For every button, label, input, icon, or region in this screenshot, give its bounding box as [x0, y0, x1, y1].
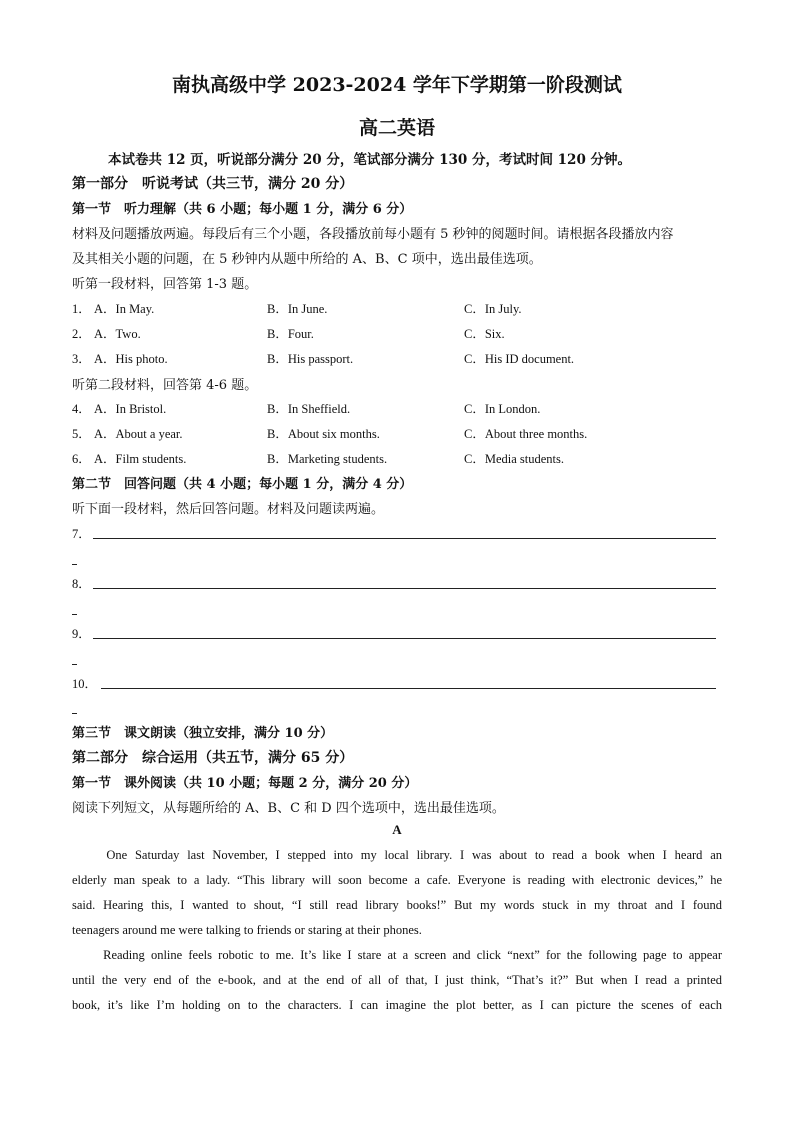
line-dash [72, 614, 77, 615]
line-dash [72, 664, 77, 665]
option-c: C．About three months. [464, 427, 588, 441]
option-b: B．In Sheffield. [267, 402, 351, 416]
option-a: A．In Bristol. [94, 402, 167, 416]
answer-line-9[interactable] [93, 638, 716, 639]
answer-line-10[interactable] [101, 688, 716, 689]
exam-title: 南执高级中学 2023-2024 学年下学期第一阶段测试 [172, 74, 622, 96]
option-b: B．Marketing students. [267, 452, 388, 466]
option-c: C．His ID document. [464, 352, 575, 366]
option-a: A．About a year. [94, 427, 183, 441]
passage-line: book, it’s like I’m holding on to the characters. I can imagine the plot better, as I can picture the scenes of each [72, 998, 722, 1012]
part2-sec1-instruction: 阅读下列短文，从每题所给的 A、B、C 和 D 四个选项中，选出最佳选项。 [72, 801, 505, 816]
option-a: A．In May. [94, 302, 155, 316]
option-a: A．Two. [94, 327, 141, 341]
option-c: C．In London. [464, 402, 541, 416]
exam-intro: 本试卷共 12 页，听说部分满分 20 分，笔试部分满分 130 分，考试时间 120 分钟。 [108, 152, 632, 168]
question-number: 2． [72, 327, 91, 341]
line-dash [72, 564, 77, 565]
part2-sec1-heading: 第一节 课外阅读（共 10 小题；每题 2 分，满分 20 分） [72, 776, 418, 791]
part1-sec1-instruction-1: 材料及问题播放两遍。每段后有三个小题，各段播放前每小题有 5 秒钟的阅题时间。请根据各段播放内容 [72, 227, 674, 242]
line-dash [72, 713, 77, 714]
answer-number: 9． [72, 627, 91, 641]
option-c: C．Media students. [464, 452, 564, 466]
answer-line-7[interactable] [93, 538, 716, 539]
option-c: C．In July. [464, 302, 522, 316]
passage-line: said. Hearing this, I wanted to shout, “I still read library books!” But my words stuck in my throat and I found [72, 898, 722, 912]
option-b: B．About six months. [267, 427, 380, 441]
part1-sec1-heading: 第一节 听力理解（共 6 小题；每小题 1 分，满分 6 分） [72, 202, 413, 217]
passage-line: One Saturday last November, I stepped into my local library. I was about to read a book when I heard an [72, 848, 722, 862]
passage-line: until the very end of the e-book, and at the end of all of that, I just think, “That’s it?” But when I read a printed [72, 973, 722, 987]
option-b: B．His passport. [267, 352, 354, 366]
part1-heading: 第一部分 听说考试（共三节，满分 20 分） [72, 176, 354, 192]
part1-sec2-heading: 第二节 回答问题（共 4 小题；每小题 1 分，满分 4 分） [72, 477, 413, 492]
answer-number: 7． [72, 527, 91, 541]
exam-subject: 高二英语 [358, 117, 435, 139]
option-b: B．In June. [267, 302, 328, 316]
question-number: 5． [72, 427, 91, 441]
question-number: 3． [72, 352, 91, 366]
question-number: 6． [72, 452, 91, 466]
passage-line: Reading online feels robotic to me. It’s like I stare at a screen and click “next” for the following page to appear [72, 948, 722, 962]
question-number: 1． [72, 302, 91, 316]
answer-number: 8． [72, 577, 91, 591]
passage-label: A [392, 822, 402, 837]
answer-number: 10． [72, 677, 98, 691]
passage-line: teenagers around me were talking to friends or staring at their phones. [72, 923, 422, 937]
part2-heading: 第二部分 综合运用（共五节，满分 65 分） [72, 750, 354, 766]
option-c: C．Six. [464, 327, 505, 341]
part1-sec3-heading: 第三节 课文朗读（独立安排，满分 10 分） [72, 726, 334, 741]
answer-line-8[interactable] [93, 588, 716, 589]
segment1-label: 听第一段材料，回答第 1-3 题。 [72, 277, 258, 292]
question-number: 4． [72, 402, 91, 416]
option-a: A．His photo. [94, 352, 168, 366]
option-a: A．Film students. [94, 452, 187, 466]
segment2-label: 听第二段材料，回答第 4-6 题。 [72, 378, 258, 393]
part1-sec1-instruction-2: 及其相关小题的问题，在 5 秒钟内从题中所给的 A、B、C 项中，选出最佳选项。 [72, 252, 542, 267]
option-b: B．Four. [267, 327, 314, 341]
part1-sec2-instruction: 听下面一段材料，然后回答问题。材料及问题读两遍。 [72, 502, 385, 517]
passage-line: elderly man speak to a lady. “This library will soon become a cafe. Everyone is reading with electronic devices,” he [72, 873, 722, 887]
